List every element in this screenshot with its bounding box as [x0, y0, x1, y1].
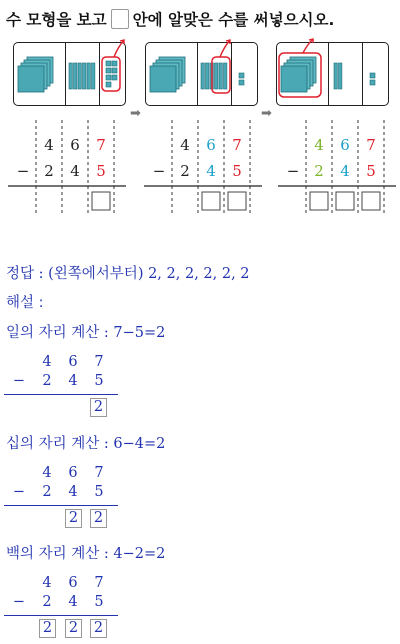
svg-text:4: 4: [180, 136, 190, 154]
step-3-calculation: 4 6 7 − 2 4 5 2 2 2: [4, 573, 122, 641]
block-panel-3: [276, 42, 389, 106]
step-label: 일의 자리 계산: [6, 325, 100, 341]
step-expr: : 6−4=2: [103, 436, 166, 452]
right-arrow-icon: ➡: [130, 106, 141, 121]
step-2-heading: [6, 432, 165, 453]
answer-label: 정답: [6, 266, 35, 282]
block-panel-2: [145, 42, 258, 106]
step-label: 십의 자리 계산: [6, 436, 100, 452]
blank-box-icon: [111, 9, 129, 29]
block-panel-1: [13, 42, 126, 106]
svg-text:4: 4: [314, 136, 324, 154]
curved-arrow-icon: [303, 39, 313, 53]
svg-text:4: 4: [340, 162, 350, 180]
answer-text: : (왼쪽에서부터) 2, 2, 2, 2, 2, 2: [38, 266, 250, 282]
tens-blocks: [69, 63, 95, 89]
top-ones: 7: [96, 136, 106, 154]
question-after: 안에 알맞은 수를 써넣으시오.: [132, 11, 335, 29]
svg-text:−: −: [152, 162, 166, 180]
panel-2-blocks: [146, 43, 259, 107]
svg-text:7: 7: [366, 136, 376, 154]
subtraction-problem-2: [142, 118, 262, 218]
step-2-calculation: 4 6 7 − 2 4 5 2 2: [4, 463, 122, 531]
result-tens: 2: [65, 509, 82, 528]
question-text: [6, 8, 334, 30]
hundreds-blocks: [18, 57, 53, 92]
curved-arrow-icon: [114, 40, 124, 57]
bottom-hundreds: 2: [44, 162, 54, 180]
step-label: 백의 자리 계산: [6, 546, 100, 562]
panel-1-blocks: [14, 43, 127, 107]
curved-arrow-icon: [220, 40, 230, 57]
explanation-label: 해설 :: [6, 295, 44, 311]
bottom-tens: 4: [70, 162, 80, 180]
svg-text:4: 4: [206, 162, 216, 180]
question-before: 수 모형을 보고: [6, 11, 107, 29]
answer-box-ones: [362, 192, 380, 210]
svg-text:6: 6: [206, 136, 216, 154]
svg-text:6: 6: [340, 136, 350, 154]
svg-text:−: −: [286, 162, 300, 180]
right-arrow-icon: ➡: [261, 106, 272, 121]
result-ones: 2: [90, 398, 107, 417]
ones-blocks: [106, 61, 117, 87]
svg-text:7: 7: [232, 136, 242, 154]
result-hundreds: 2: [39, 619, 56, 638]
result-ones: 2: [90, 619, 107, 638]
bottom-ones: 5: [96, 162, 106, 180]
answer-box-tens: [202, 192, 220, 210]
answer-line: [6, 262, 250, 283]
subtraction-problem-1: [6, 118, 126, 218]
step-3-heading: [6, 542, 165, 563]
answer-box-tens: [336, 192, 354, 210]
svg-text:2: 2: [314, 162, 324, 180]
subtraction-problem-3: [276, 118, 396, 218]
step-1-heading: [6, 321, 165, 342]
answer-box-hundreds: [310, 192, 328, 210]
step-expr: : 4−2=2: [103, 546, 166, 562]
svg-text:2: 2: [180, 162, 190, 180]
answer-box-ones: [92, 192, 110, 210]
step-1-calculation: 4 6 7 − 2 4 5 2: [4, 352, 122, 420]
step-expr: : 7−5=2: [103, 325, 166, 341]
result-tens: 2: [65, 619, 82, 638]
result-ones: 2: [90, 509, 107, 528]
answer-box-ones: [228, 192, 246, 210]
svg-text:5: 5: [232, 162, 242, 180]
operator: −: [16, 162, 30, 180]
svg-text:5: 5: [366, 162, 376, 180]
top-hundreds: 4: [44, 136, 54, 154]
panel-3-blocks: [277, 43, 390, 107]
top-tens: 6: [70, 136, 80, 154]
